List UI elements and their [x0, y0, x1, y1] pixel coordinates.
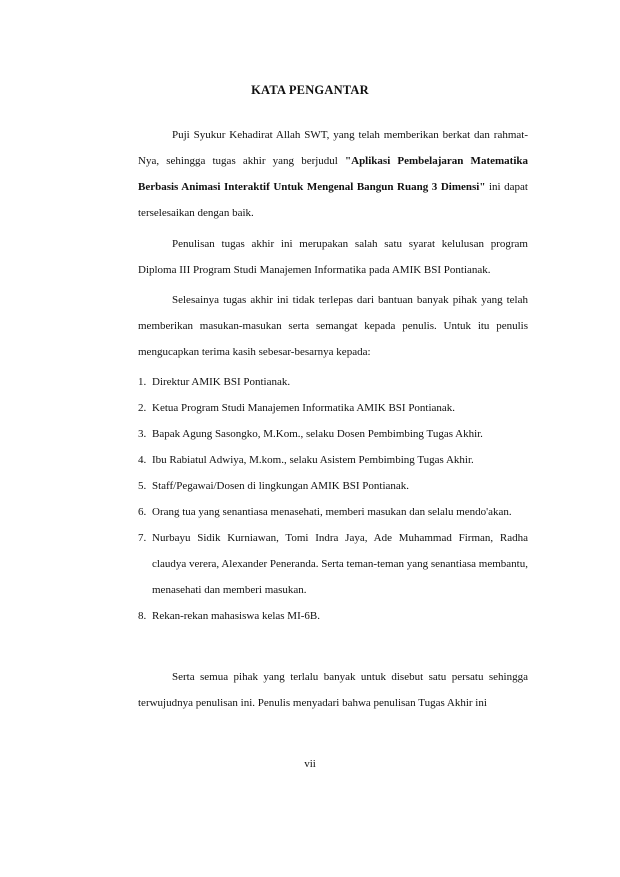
list-text: Bapak Agung Sasongko, M.Kom., selaku Dosen Pembimbing Tugas Akhir.	[152, 428, 483, 440]
list-text: Ibu Rabiatul Adwiya, M.kom., selaku Asistem Pembimbing Tugas Akhir.	[152, 454, 474, 466]
list-number: 1.	[138, 376, 147, 388]
list-item	[138, 473, 528, 499]
page-title: KATA PENGANTAR	[251, 83, 369, 97]
list-item	[138, 603, 528, 629]
paragraph-requirement: Penulisan tugas akhir ini merupakan salah satu syarat kelulusan program Diploma III Program Studi Manajemen Informatika pada AMIK BSI Pontianak.	[138, 238, 528, 276]
list-number: 3.	[138, 428, 147, 440]
list-number: 4.	[138, 454, 147, 466]
paragraph-closing: Serta semua pihak yang terlalu banyak untuk disebut satu persatu sehingga terwujudnya penulisan ini. Penulis menyadari bahwa penulisan Tugas Akhir ini	[138, 671, 528, 709]
paragraph-intro	[138, 122, 528, 226]
intro-text-after: ini dapat terselesaikan dengan baik.	[138, 181, 528, 219]
list-item	[138, 395, 528, 421]
list-text: Nurbayu Sidik Kurniawan, Tomi Indra Jaya, Ade Muhammad Firman, Radha claudya verera, Alexander Peneranda. Serta teman-teman yang senantiasa membantu, menasehati dan memberi masukan.	[152, 532, 528, 596]
page-number: vii	[304, 758, 316, 770]
paragraph-thanks: Selesainya tugas akhir ini tidak terlepas dari bantuan banyak pihak yang telah memberikan masukan-masukan serta semangat kepada penulis. Untuk itu penulis mengucapkan terima kasih sebesar-besarnya kepada:	[138, 294, 528, 358]
list-text: Direktur AMIK BSI Pontianak.	[152, 376, 291, 388]
list-text: Orang tua yang senantiasa menasehati, memberi masukan dan selalu mendo'akan.	[152, 506, 512, 518]
list-number: 7.	[138, 532, 147, 544]
list-item	[138, 421, 528, 447]
thesis-title: "Aplikasi Pembelajaran Matematika Berbasis Animasi Interaktif Untuk Mengenal Bangun Ruang 3 Dimensi"	[138, 155, 528, 193]
list-text: Staff/Pegawai/Dosen di lingkungan AMIK BSI Pontianak.	[152, 480, 410, 492]
list-item	[138, 525, 528, 603]
list-number: 5.	[138, 480, 147, 492]
list-item	[138, 369, 528, 395]
intro-text-before: Puji Syukur Kehadirat Allah SWT, yang telah memberikan berkat dan rahmat-Nya, sehingga tugas akhir yang berjudul	[138, 129, 528, 167]
list-text: Rekan-rekan mahasiswa kelas MI-6B.	[152, 610, 321, 622]
acknowledgement-list	[138, 369, 528, 629]
list-number: 2.	[138, 402, 147, 414]
list-text: Ketua Program Studi Manajemen Informatika AMIK BSI Pontianak.	[152, 402, 456, 414]
list-number: 6.	[138, 506, 147, 518]
list-item	[138, 447, 528, 473]
list-number: 8.	[138, 610, 147, 622]
list-item	[138, 499, 528, 525]
